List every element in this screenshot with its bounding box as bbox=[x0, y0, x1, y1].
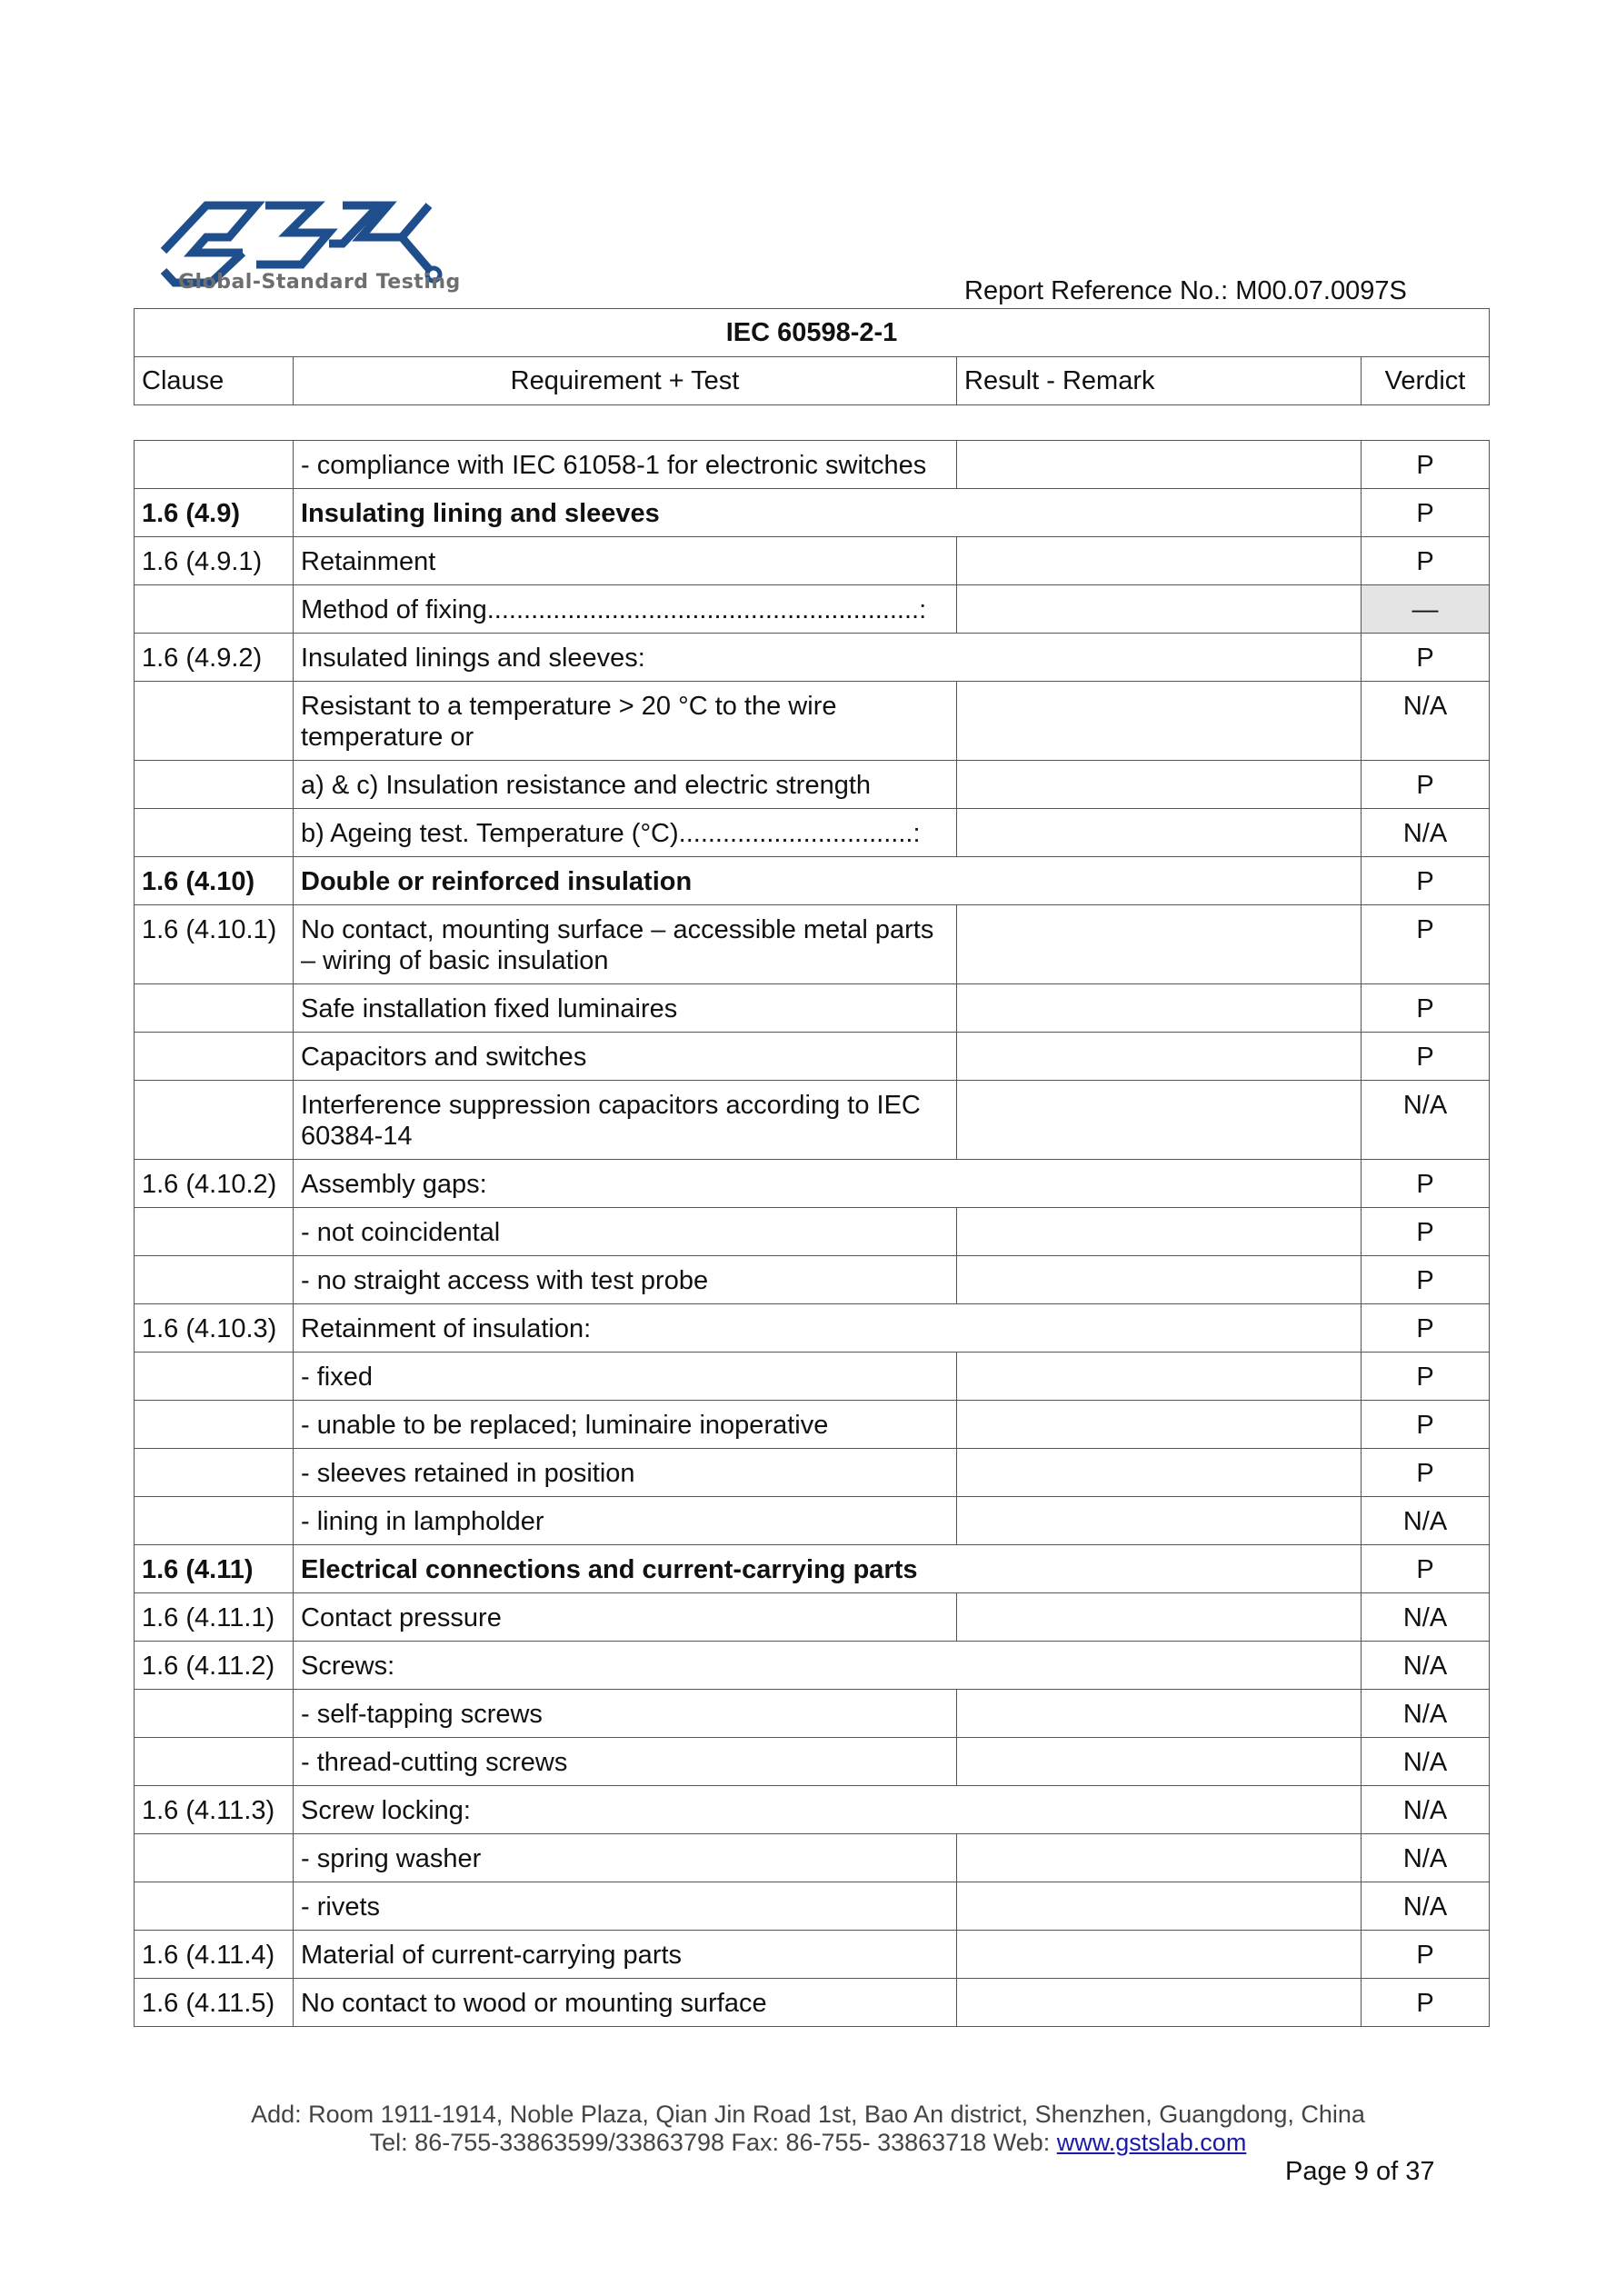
result-cell bbox=[957, 1593, 1362, 1642]
clause-cell: 1.6 (4.9) bbox=[135, 489, 294, 537]
requirement-cell: Insulating lining and sleeves bbox=[294, 489, 1362, 537]
table-row bbox=[135, 1401, 1490, 1449]
requirement-cell: - sleeves retained in position bbox=[294, 1449, 957, 1497]
requirement-cell: - not coincidental bbox=[294, 1208, 957, 1256]
col-verdict-header: Verdict bbox=[1362, 357, 1490, 405]
verdict-cell: N/A bbox=[1362, 1593, 1490, 1642]
clause-cell bbox=[135, 1882, 294, 1931]
result-cell bbox=[957, 1033, 1362, 1081]
verdict-cell: P bbox=[1362, 634, 1490, 682]
verdict-cell: N/A bbox=[1362, 1738, 1490, 1786]
table-row bbox=[135, 1033, 1490, 1081]
result-cell bbox=[957, 1738, 1362, 1786]
verdict-cell: P bbox=[1362, 1033, 1490, 1081]
clause-cell: 1.6 (4.11.1) bbox=[135, 1593, 294, 1642]
result-cell bbox=[957, 1353, 1362, 1401]
report-reference: Report Reference No.: M00.07.0097S bbox=[964, 276, 1407, 305]
footer-tel-fax: Tel: 86-755-33863599/33863798 Fax: 86-755- 33863718 Web: bbox=[369, 2129, 1057, 2156]
verdict-cell: P bbox=[1362, 1160, 1490, 1208]
table-row bbox=[135, 1931, 1490, 1979]
table-row bbox=[135, 1882, 1490, 1931]
clause-cell: 1.6 (4.11.4) bbox=[135, 1931, 294, 1979]
result-cell bbox=[957, 1690, 1362, 1738]
verdict-cell: N/A bbox=[1362, 1642, 1490, 1690]
table-row bbox=[135, 1786, 1490, 1834]
clause-cell: 1.6 (4.11.3) bbox=[135, 1786, 294, 1834]
table-row bbox=[135, 1353, 1490, 1401]
result-cell bbox=[957, 682, 1362, 761]
verdict-cell: P bbox=[1362, 1545, 1490, 1593]
page-number: Page 9 of 37 bbox=[1285, 2157, 1435, 2186]
requirement-cell: Screw locking: bbox=[294, 1786, 1362, 1834]
footer-address: Add: Room 1911-1914, Noble Plaza, Qian Jin Road 1st, Bao An district, Shenzhen, Guangdong, China bbox=[251, 2101, 1365, 2128]
verdict-cell: P bbox=[1362, 1979, 1490, 2027]
requirement-cell: b) Ageing test. Temperature (°C)................................: bbox=[294, 809, 957, 857]
table-row bbox=[135, 1081, 1490, 1160]
requirement-cell: No contact, mounting surface – accessible metal parts – wiring of basic insulation bbox=[294, 905, 957, 984]
clause-cell: 1.6 (4.11) bbox=[135, 1545, 294, 1593]
table-row bbox=[135, 1834, 1490, 1882]
clause-cell: 1.6 (4.10.3) bbox=[135, 1304, 294, 1353]
clause-cell bbox=[135, 809, 294, 857]
clause-cell bbox=[135, 441, 294, 489]
clause-cell: 1.6 (4.10.1) bbox=[135, 905, 294, 984]
footer-contact bbox=[0, 2129, 1616, 2157]
verdict-cell: P bbox=[1362, 1353, 1490, 1401]
table-row bbox=[135, 585, 1490, 634]
verdict-cell: N/A bbox=[1362, 1497, 1490, 1545]
result-cell bbox=[957, 585, 1362, 634]
clause-cell: 1.6 (4.11.2) bbox=[135, 1642, 294, 1690]
result-cell bbox=[957, 761, 1362, 809]
verdict-cell: — bbox=[1362, 585, 1490, 634]
clause-cell bbox=[135, 1690, 294, 1738]
table-row bbox=[135, 1642, 1490, 1690]
requirement-cell: Insulated linings and sleeves: bbox=[294, 634, 1362, 682]
table-row bbox=[135, 905, 1490, 984]
result-cell bbox=[957, 905, 1362, 984]
verdict-cell: P bbox=[1362, 761, 1490, 809]
result-cell bbox=[957, 1497, 1362, 1545]
clause-cell: 1.6 (4.11.5) bbox=[135, 1979, 294, 2027]
clause-cell bbox=[135, 1256, 294, 1304]
clause-cell bbox=[135, 984, 294, 1033]
logo-text: Global-Standard Testing bbox=[178, 271, 461, 294]
requirement-cell: Electrical connections and current-carrying parts bbox=[294, 1545, 1362, 1593]
verdict-cell: P bbox=[1362, 1449, 1490, 1497]
clause-cell bbox=[135, 1401, 294, 1449]
requirement-cell: - no straight access with test probe bbox=[294, 1256, 957, 1304]
requirement-cell: - lining in lampholder bbox=[294, 1497, 957, 1545]
table-row bbox=[135, 489, 1490, 537]
clause-cell: 1.6 (4.10.2) bbox=[135, 1160, 294, 1208]
requirements-table bbox=[134, 440, 1490, 2027]
result-cell bbox=[957, 1208, 1362, 1256]
verdict-cell: P bbox=[1362, 984, 1490, 1033]
table-row bbox=[135, 1738, 1490, 1786]
verdict-cell: N/A bbox=[1362, 1081, 1490, 1160]
table-row bbox=[135, 1497, 1490, 1545]
table-row bbox=[135, 857, 1490, 905]
clause-cell bbox=[135, 1834, 294, 1882]
requirement-cell: - compliance with IEC 61058-1 for electronic switches bbox=[294, 441, 957, 489]
table-row bbox=[135, 809, 1490, 857]
table-row bbox=[135, 682, 1490, 761]
requirement-cell: Retainment of insulation: bbox=[294, 1304, 1362, 1353]
verdict-cell: N/A bbox=[1362, 1834, 1490, 1882]
result-cell bbox=[957, 1256, 1362, 1304]
clause-cell bbox=[135, 682, 294, 761]
clause-cell bbox=[135, 1497, 294, 1545]
requirement-cell: - thread-cutting screws bbox=[294, 1738, 957, 1786]
table-row bbox=[135, 1979, 1490, 2027]
table-row bbox=[135, 1593, 1490, 1642]
clause-cell bbox=[135, 1449, 294, 1497]
clause-cell: 1.6 (4.9.1) bbox=[135, 537, 294, 585]
table-row bbox=[135, 984, 1490, 1033]
result-cell bbox=[957, 1081, 1362, 1160]
requirement-cell: No contact to wood or mounting surface bbox=[294, 1979, 957, 2027]
result-cell bbox=[957, 441, 1362, 489]
table-row bbox=[135, 537, 1490, 585]
clause-cell bbox=[135, 1208, 294, 1256]
table-row bbox=[135, 441, 1490, 489]
col-result-header: Result - Remark bbox=[957, 357, 1362, 405]
result-cell bbox=[957, 1882, 1362, 1931]
verdict-cell: P bbox=[1362, 489, 1490, 537]
clause-cell bbox=[135, 1033, 294, 1081]
clause-cell: 1.6 (4.9.2) bbox=[135, 634, 294, 682]
verdict-cell: P bbox=[1362, 1304, 1490, 1353]
clause-cell: 1.6 (4.10) bbox=[135, 857, 294, 905]
table-row bbox=[135, 1208, 1490, 1256]
requirement-cell: Retainment bbox=[294, 537, 957, 585]
clause-cell bbox=[135, 1081, 294, 1160]
clause-cell bbox=[135, 585, 294, 634]
table-row bbox=[135, 634, 1490, 682]
header-table bbox=[134, 308, 1490, 405]
table-row bbox=[135, 1545, 1490, 1593]
requirement-cell: Interference suppression capacitors according to IEC 60384-14 bbox=[294, 1081, 957, 1160]
requirement-cell: - rivets bbox=[294, 1882, 957, 1931]
requirement-cell: Safe installation fixed luminaires bbox=[294, 984, 957, 1033]
verdict-cell: N/A bbox=[1362, 682, 1490, 761]
requirement-cell: Resistant to a temperature > 20 °C to the wire temperature or bbox=[294, 682, 957, 761]
clause-cell bbox=[135, 1738, 294, 1786]
requirement-cell: - unable to be replaced; luminaire inoperative bbox=[294, 1401, 957, 1449]
result-cell bbox=[957, 1834, 1362, 1882]
clause-cell bbox=[135, 1353, 294, 1401]
result-cell bbox=[957, 537, 1362, 585]
requirement-cell: - fixed bbox=[294, 1353, 957, 1401]
verdict-cell: P bbox=[1362, 441, 1490, 489]
verdict-cell: P bbox=[1362, 857, 1490, 905]
result-cell bbox=[957, 984, 1362, 1033]
col-requirement-header: Requirement + Test bbox=[294, 357, 957, 405]
requirement-cell: Material of current-carrying parts bbox=[294, 1931, 957, 1979]
table-row bbox=[135, 1690, 1490, 1738]
requirement-cell: Capacitors and switches bbox=[294, 1033, 957, 1081]
verdict-cell: P bbox=[1362, 1401, 1490, 1449]
result-cell bbox=[957, 1931, 1362, 1979]
requirement-cell: - spring washer bbox=[294, 1834, 957, 1882]
result-cell bbox=[957, 1979, 1362, 2027]
col-clause-header: Clause bbox=[135, 357, 294, 405]
result-cell bbox=[957, 1449, 1362, 1497]
verdict-cell: P bbox=[1362, 1208, 1490, 1256]
table-row bbox=[135, 761, 1490, 809]
verdict-cell: P bbox=[1362, 1256, 1490, 1304]
verdict-cell: N/A bbox=[1362, 1882, 1490, 1931]
table-row bbox=[135, 1449, 1490, 1497]
requirement-cell: Double or reinforced insulation bbox=[294, 857, 1362, 905]
table-row bbox=[135, 1304, 1490, 1353]
verdict-cell: N/A bbox=[1362, 1690, 1490, 1738]
verdict-cell: P bbox=[1362, 905, 1490, 984]
result-cell bbox=[957, 809, 1362, 857]
requirement-cell: Contact pressure bbox=[294, 1593, 957, 1642]
website-link[interactable]: www.gstslab.com bbox=[1056, 2129, 1247, 2156]
requirement-cell: Screws: bbox=[294, 1642, 1362, 1690]
requirement-cell: Assembly gaps: bbox=[294, 1160, 1362, 1208]
clause-cell bbox=[135, 761, 294, 809]
verdict-cell: N/A bbox=[1362, 1786, 1490, 1834]
standard-title: IEC 60598-2-1 bbox=[135, 309, 1490, 357]
verdict-cell: P bbox=[1362, 537, 1490, 585]
requirement-cell: a) & c) Insulation resistance and electric strength bbox=[294, 761, 957, 809]
requirement-cell: Method of fixing...........................................................: bbox=[294, 585, 957, 634]
verdict-cell: N/A bbox=[1362, 809, 1490, 857]
table-row bbox=[135, 1256, 1490, 1304]
requirement-cell: - self-tapping screws bbox=[294, 1690, 957, 1738]
result-cell bbox=[957, 1401, 1362, 1449]
table-row bbox=[135, 1160, 1490, 1208]
verdict-cell: P bbox=[1362, 1931, 1490, 1979]
